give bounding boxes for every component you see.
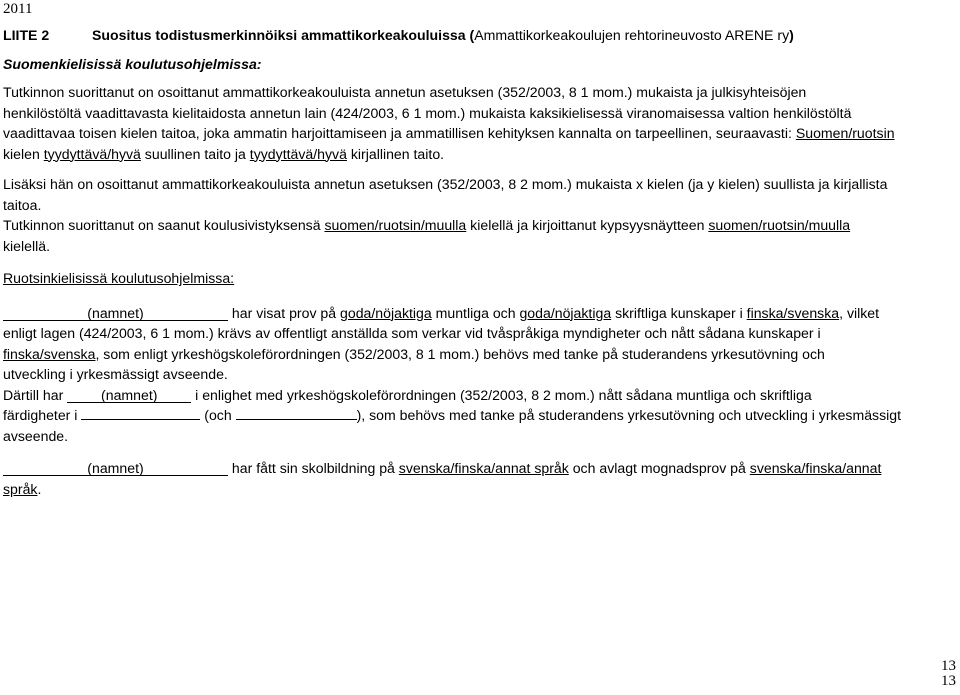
fi-para3-line-2: kielellä.: [3, 237, 51, 254]
sv-written-level: goda/nöjaktiga: [519, 304, 612, 321]
sv-heading-text: Ruotsinkielisissä koulutusohjelmissa:: [3, 270, 235, 286]
page-number: 13: [941, 658, 956, 674]
sv-maturity-language-cont: språk: [3, 480, 38, 497]
appendix-org: Ammattikorkeakoulujen rehtorineuvosto ARENE ry: [474, 27, 790, 43]
fi-line-3-text: vaadittavaa toisen kielen taitoa, joka ammatin harjoittamiseen ja ammatillisen kehityksen kannalta on tarpeellinen, seuraavasti:: [3, 125, 796, 141]
sv-line-2: enligt lagen (424/2003, 6 1 mom.) krävs av offentligt anställda som verkar vid tvåspråkiga myndigheter och nått sådana kunskaper i: [3, 325, 821, 341]
sv-line-1-text-b: muntliga och: [431, 304, 520, 321]
fi-line-4-text-c: kirjallinen taito.: [346, 145, 445, 162]
name-blank-1: (namnet): [3, 306, 228, 321]
fi-heading: Suomenkielisissä koulutusohjelmissa:: [3, 55, 262, 72]
sv-line-7: avseende.: [3, 427, 69, 444]
sv-line-6: [3, 405, 958, 426]
sv-line-3: [3, 344, 958, 365]
sv-line-5-text-a: Därtill har: [3, 386, 68, 403]
sv-line-1-text-d: , vilket: [839, 304, 880, 321]
fi-para3-text-a: Tutkinnon suorittanut on saanut koulusivistyksensä: [3, 217, 325, 233]
fi-oral-level: tyydyttävä/hyvä: [43, 145, 141, 162]
fi-para2-line-1: Lisäksi hän on osoittanut ammattikorkeakouluista annetun asetuksen (352/2003, 8 2 mom.) mukaista x kielen (ja y kielen) suullista ja kirjallista: [3, 176, 888, 192]
fi-line-4-text-a: kielen: [3, 145, 44, 162]
sv-language-choice-2: finska/svenska: [3, 345, 96, 362]
fi-maturity-language: suomen/ruotsin/muulla: [708, 217, 851, 233]
fi-written-level: tyydyttävä/hyvä: [249, 145, 347, 162]
sv-school-language: svenska/finska/annat språk: [398, 460, 569, 476]
sv-language-choice: finska/svenska: [746, 304, 840, 321]
name-blank-2: (namnet): [67, 388, 191, 403]
sv-line-8-text-b: och avlagt mognadsprov på: [568, 460, 750, 476]
language-blank-2: [236, 405, 357, 420]
fi-para2-line-2: taitoa.: [3, 196, 42, 213]
sv-line-5-text-b: i enlighet med yrkeshögskoleförordningen (352/2003, 8 2 mom.) nått sådana muntliga och skriftliga: [191, 386, 812, 403]
fi-para3-text-b: kielellä ja kirjoittanut kypsyysnäytteen: [466, 217, 709, 233]
sv-line-6-text-b: (och: [200, 407, 236, 423]
fi-line-4: [3, 144, 958, 165]
name-blank-3: (namnet): [3, 461, 228, 476]
fi-school-language: suomen/ruotsin/muulla: [324, 217, 467, 233]
fi-line-2: henkilöstöltä vaadittavasta kielitaidosta annetun lain (424/2003, 6 1 mom.) mukaista kaksikielisessä viranomaisessa valtion henkilöstöltä: [3, 104, 852, 121]
sv-heading: [3, 268, 958, 289]
sv-oral-level: goda/nöjaktiga: [340, 304, 432, 321]
appendix-header: [3, 25, 958, 46]
appendix-close: ): [789, 27, 794, 43]
language-blank-1: [81, 405, 200, 420]
sv-line-1-text-a: har visat prov på: [228, 304, 341, 321]
year-label: 2011: [3, 1, 33, 17]
sv-maturity-language: svenska/finska/annat: [749, 460, 882, 476]
sv-line-6-text-c: ), som behövs med tanke på studerandens yrkesutövning och utveckling i yrkesmässigt: [356, 407, 902, 423]
page-number-footer: 13: [941, 672, 956, 689]
document-body: [3, 25, 958, 499]
fi-line-3: [3, 123, 958, 144]
sv-line-8: [3, 458, 958, 479]
appendix-label: LIITE 2: [3, 27, 50, 43]
sv-line-1: [3, 303, 958, 324]
sv-line-6-text-a: färdigheter i: [3, 407, 82, 423]
sv-line-5: [3, 385, 958, 406]
sv-line-9: [3, 479, 958, 500]
sv-line-3-text: , som enligt yrkeshögskoleförordningen (352/2003, 8 1 mom.) behövs med tanke på studerandens yrkesutövning och: [95, 345, 825, 362]
sv-line-4: utveckling i yrkesmässigt avseende.: [3, 366, 228, 382]
fi-line-1: Tutkinnon suorittanut on osoittanut ammattikorkeakouluista annetun asetuksen (352/2003, 8 1 mom.) mukaista ja julkisyhteisöjen: [3, 84, 807, 100]
sv-line-1-text-c: skriftliga kunskaper i: [611, 304, 747, 321]
fi-line-4-text-b: suullinen taito ja: [140, 145, 250, 162]
appendix-title: Suositus todistusmerkinnöiksi ammattikorkeakouluissa (: [92, 27, 475, 43]
sv-line-8-text-a: har fått sin skolbildning på: [228, 460, 399, 476]
sv-line-9-text: .: [37, 480, 42, 497]
fi-para3-line-1: [3, 215, 958, 236]
fi-language-choice: Suomen/ruotsin: [795, 125, 895, 141]
